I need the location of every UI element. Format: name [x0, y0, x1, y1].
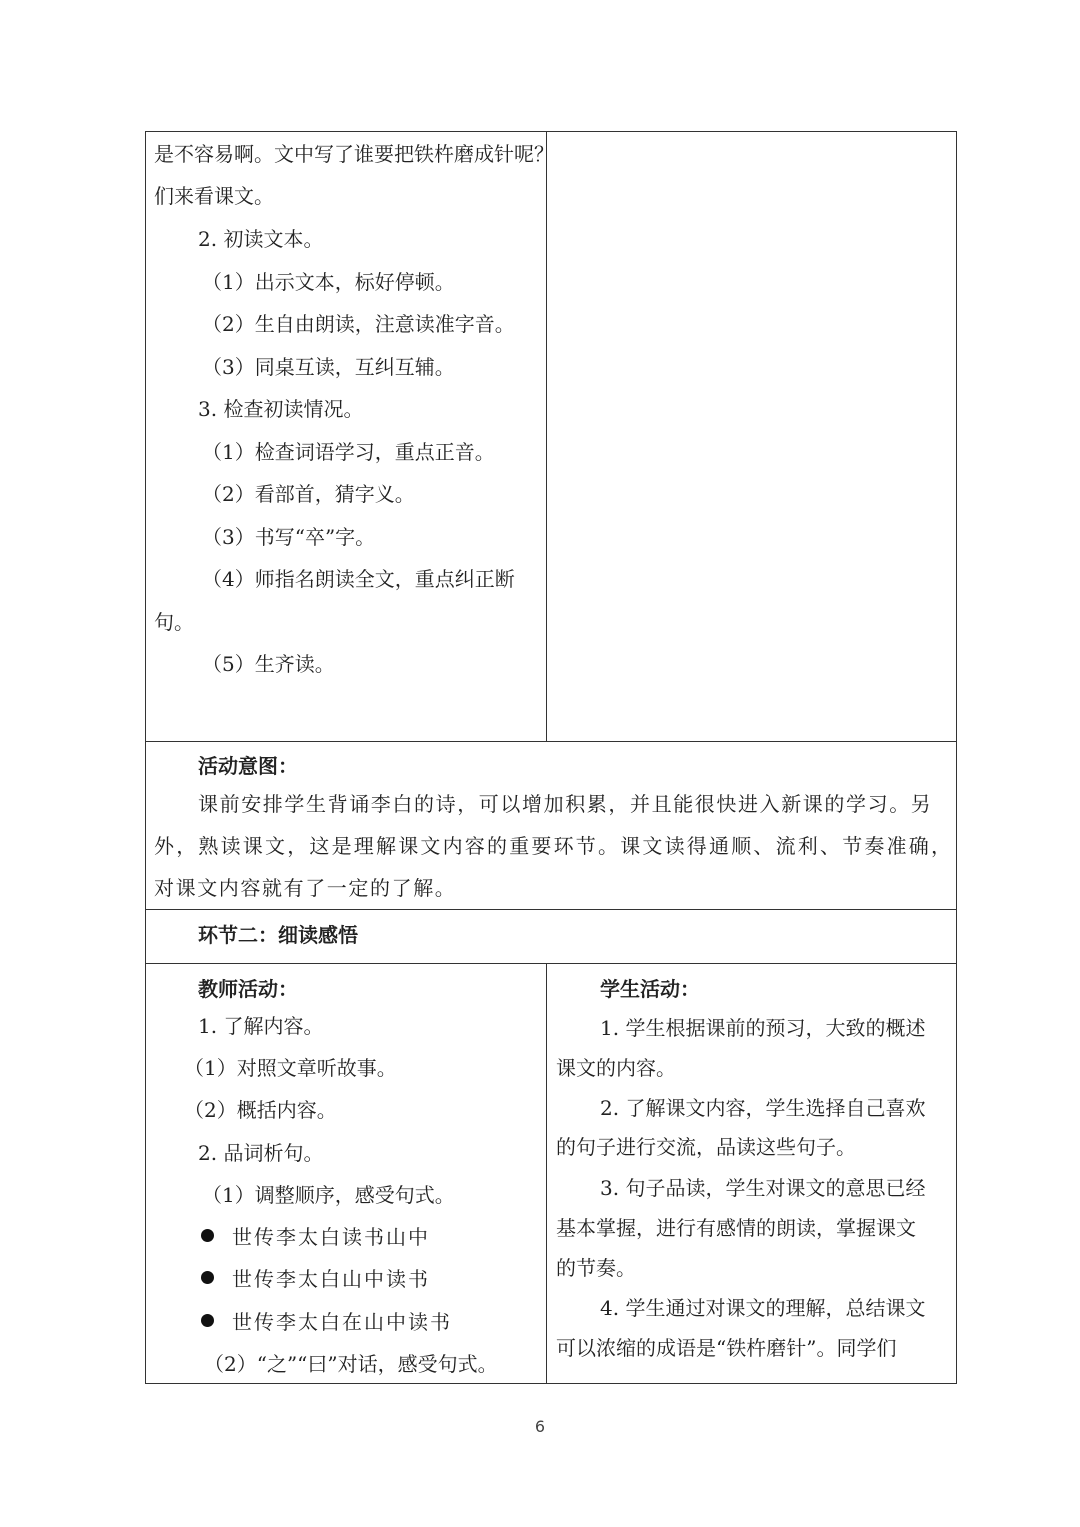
text-line: （3）书写“卒”字。 [202, 525, 376, 549]
page-number: 6 [534, 1417, 546, 1436]
text-line: 句。 [154, 610, 194, 634]
text-line: 1. 学生根据课前的预习，大致的概述 [600, 1016, 926, 1040]
lesson-plan-table [145, 131, 957, 1384]
text-line: 1. 了解内容。 [198, 1014, 324, 1038]
text-line: （1）出示文本，标好停顿。 [202, 270, 455, 294]
intent-line: 课前安排学生背诵李白的诗，可以增加积累，并且能很快进入新课的学习。另 [198, 792, 933, 816]
text-line: 2. 品词析句。 [198, 1141, 324, 1165]
teacher-heading: 教师活动： [198, 977, 298, 1001]
text-line: （2）概括内容。 [184, 1098, 337, 1122]
row-divider [146, 741, 956, 742]
bullet-icon [201, 1314, 214, 1327]
intent-line: 外，熟读课文，这是理解课文内容的重要环节。课文读得通顺、流利、节奏准确， [154, 834, 954, 858]
text-line: （3）同桌互读，互纠互辅。 [202, 355, 455, 379]
text-line: 4. 学生通过对课文的理解，总结课文 [600, 1296, 926, 1320]
text-line: 3. 检查初读情况。 [198, 397, 364, 421]
text-line: 可以浓缩的成语是“铁杵磨针”。同学们 [556, 1336, 897, 1360]
row-divider [146, 963, 956, 964]
text-line: 的句子进行交流，品读这些句子。 [556, 1135, 856, 1159]
bullet-item: 世传李太白在山中读书 [232, 1310, 452, 1334]
text-line: （2）看部首，猜字义。 [202, 482, 415, 506]
text-line: 是不容易啊。文中写了谁要把铁杵磨成针呢？ [154, 142, 554, 166]
text-line: 2. 了解课文内容，学生选择自己喜欢 [600, 1096, 926, 1120]
bullet-item: 世传李太白山中读书 [232, 1267, 430, 1291]
section-title: 环节二：细读感悟 [198, 923, 358, 947]
student-heading: 学生活动： [600, 977, 700, 1001]
text-line: （1）检查词语学习，重点正音。 [202, 440, 495, 464]
text-line: （2）“之”“曰”对话，感受句式。 [204, 1352, 498, 1376]
text-line: 们来看课文。 [154, 184, 274, 208]
bullet-icon [201, 1229, 214, 1242]
bullet-item: 世传李太白读书山中 [232, 1225, 430, 1249]
text-line: （1）调整顺序，感受句式。 [202, 1183, 455, 1207]
intent-heading: 活动意图： [198, 754, 298, 778]
row-divider [146, 909, 956, 910]
text-line: （1）对照文章听故事。 [184, 1056, 397, 1080]
text-line: 2. 初读文本。 [198, 227, 324, 251]
text-line: 基本掌握，进行有感情的朗读，掌握课文 [556, 1216, 916, 1240]
bullet-icon [201, 1271, 214, 1284]
text-line: 课文的内容。 [556, 1056, 676, 1080]
intent-line: 对课文内容就有了一定的了解。 [154, 876, 457, 900]
column-divider [546, 132, 547, 741]
text-line: （4）师指名朗读全文，重点纠正断 [202, 567, 515, 591]
text-line: （2）生自由朗读，注意读准字音。 [202, 312, 515, 336]
text-line: 3. 句子品读，学生对课文的意思已经 [600, 1176, 926, 1200]
text-line: 的节奏。 [556, 1256, 636, 1280]
text-line: （5）生齐读。 [202, 652, 335, 676]
column-divider [546, 963, 547, 1384]
